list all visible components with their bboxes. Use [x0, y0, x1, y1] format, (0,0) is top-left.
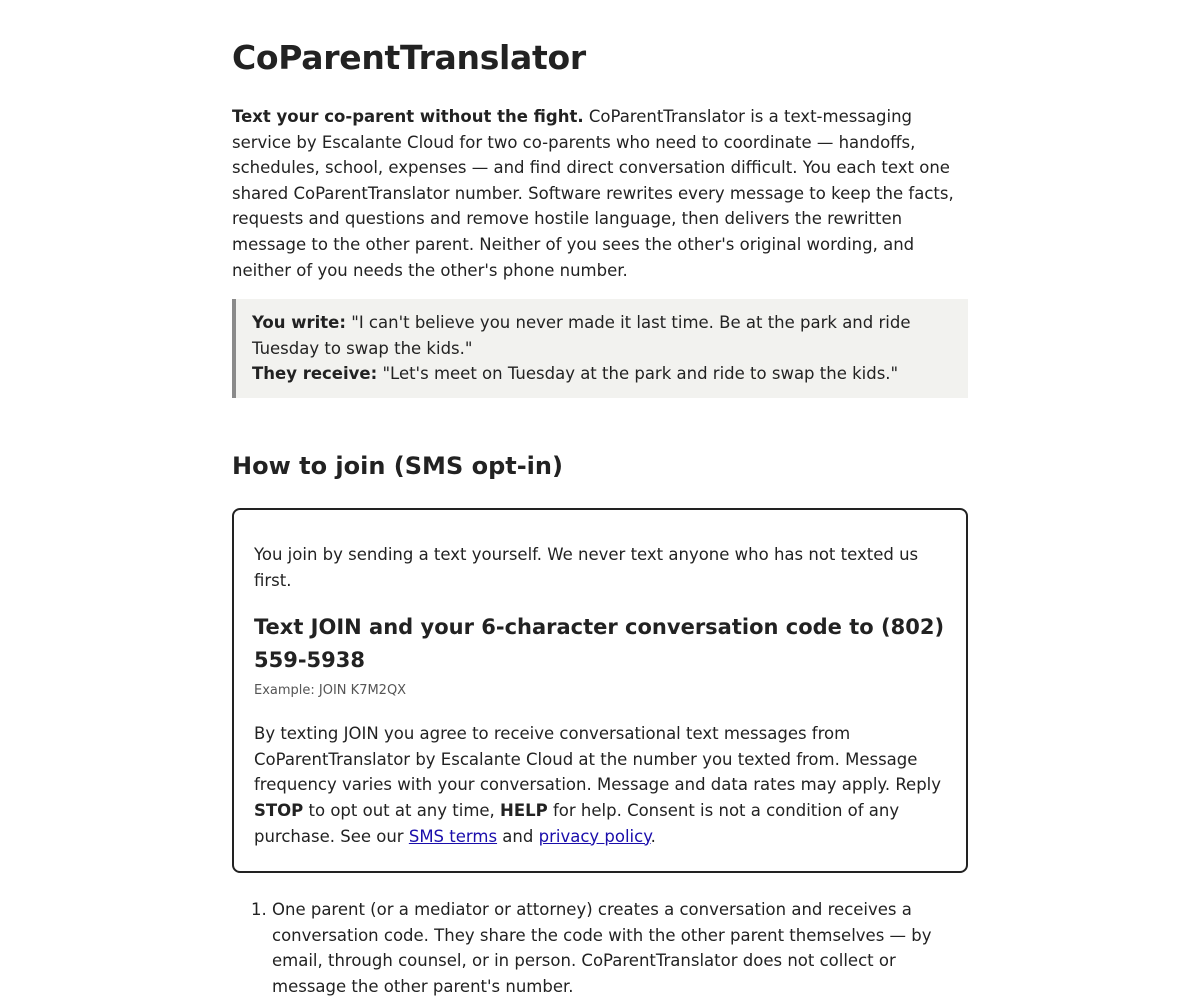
privacy-policy-link[interactable]: privacy policy	[538, 826, 651, 846]
sms-terms-link[interactable]: SMS terms	[408, 826, 498, 846]
intro-body: CoParentTranslator is a text-messaging service by Escalante Cloud for two co-parents who need to coordinate — handoffs, schedules, school, expenses — and find direct conversation difficult. You each text one shared CoParentTranslator number. Software rewrites every message to keep the facts, requests and questions and remove hostile language, then delivers the rewritten message to the other parent. Neither of you sees the other's original wording, and neither of you needs the other's phone number.	[232, 107, 954, 280]
example-receive-label: They receive:	[252, 364, 378, 384]
list-item: 1. One parent (or a mediator or attorney) creates a conversation and receives a conversation code. They share the code with the other parent themselves — by email, through counsel, or in person. CoParentTranslator does not collect or message the other parent's number.	[272, 897, 968, 999]
consent-period: .	[650, 826, 656, 846]
example-receive-text: "Let's meet on Tuesday at the park and ride to swap the kids."	[377, 364, 899, 384]
example-quote	[232, 299, 968, 398]
optin-card	[232, 508, 968, 873]
steps-list	[232, 897, 968, 999]
page-content	[232, 0, 968, 999]
optin-example: Example: JOIN K7M2QX	[254, 683, 407, 699]
consent-and: and	[497, 826, 539, 846]
example-write-label: You write:	[252, 313, 346, 333]
consent-text-1: By texting JOIN you agree to receive conversational text messages from CoParentTranslator by Escalante Cloud at the number you texted from. Message frequency varies with your conversation. Message and data rates may apply. Reply	[254, 724, 942, 795]
consent-text-3: for help. Consent is not a condition of any purchase. See our	[254, 800, 900, 846]
consent-text-2: to opt out at any time,	[303, 800, 501, 820]
example-write	[252, 310, 952, 361]
join-heading: How to join (SMS opt-in)	[232, 451, 563, 480]
optin-consent	[254, 721, 946, 849]
page-title: CoParentTranslator	[232, 38, 586, 77]
optin-intro: You join by sending a text yourself. We never text anyone who has not texted us first.	[254, 544, 919, 590]
example-receive	[252, 361, 952, 387]
intro-paragraph	[232, 104, 968, 283]
example-write-text: "I can't believe you never made it last time. Be at the park and ride Tuesday to swap the kids."	[252, 313, 911, 358]
stop-keyword: STOP	[254, 800, 304, 820]
help-keyword: HELP	[500, 800, 548, 820]
optin-instruction: Text JOIN and your 6-character conversation code to (802) 559-5938	[254, 615, 945, 673]
intro-lead: Text your co-parent without the fight.	[232, 107, 584, 126]
